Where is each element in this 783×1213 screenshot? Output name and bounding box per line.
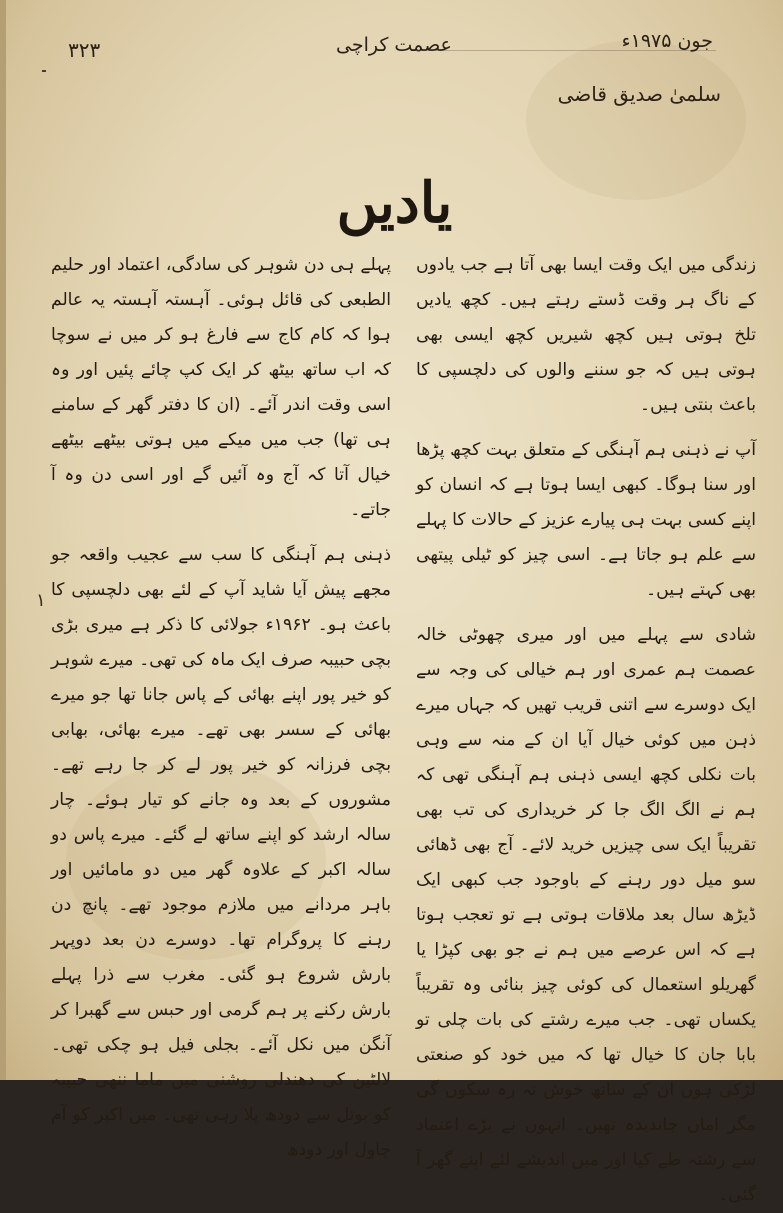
paragraph: شادی سے پہلے میں اور میری چھوٹی خالہ عصمت ہم عمری اور ہم خیالی کی وجہ سے ایک دوسرے سے اتنی قریب تھیں کہ جہاں میرے ذہن میں کوئی خیال آیا ان کے منہ سے وہی بات نکلی کچھ ایسی ذہنی ہم آہنگی تھی کہ ہم نے الگ الگ جا کر خریداری کی تب بھی تقریباً ایک سی چیزیں خرید لائے۔ آج بھی ڈھائی سو میل دور رہنے کے باوجود جب کبھی ایک ڈیڑھ سال بعد ملاقات ہوتی ہے تو تعجب ہوتا ہے کہ اس عرصے میں ہم نے جو بھی کپڑا یا گھریلو استعمال کی کوئی چیز بنائی وہ تقریباً یکساں تھی۔ جب میرے رشتے کی بات چلی تو بابا جان کا خیال تھا کہ میں خود کو صنعتی لڑکی ہوں ان کے ساتھ خوش نہ رہ سکوں گی مگر اماں جاندیدہ تھیں۔ انہوں نے بڑے اعتماد سے رشتہ طے کیا اور میں اندیشے لئے اپنے گھر آ گئی۔ <box>416 625 756 1205</box>
article-title: یادیں <box>336 170 453 236</box>
paragraph: ذہنی ہم آہنگی کا سب سے عجیب واقعہ جو مجھے پیش آیا شاید آپ کے لئے بھی دلچسپی کا باعث ہو۔ ۱۹۶۲ء جولائی کا ذکر ہے میری بڑی بچی حبیبہ صرف ایک ماہ کی تھی۔ میرے شوہر کو خیر پور اپنے بھائی کے پاس جانا تھا جو میرے بھائی کے سسر بھی تھے۔ میرے بھائی، بھابی بچی فرزانہ کو خیر پور لے کر جا رہے تھے۔ مشوروں کے بعد وہ جانے کو تیار ہوئے۔ چار سالہ ارشد کو اپنے ساتھ لے گئے۔ میرے پاس دو سالہ اکبر کے علاوہ گھر میں دو مامائیں اور باہر مردانے میں ملازم موجود تھے۔ پانچ دن رہنے کا پروگرام تھا۔ دوسرے دن بعد دوپہر بارش شروع ہو گئی۔ مغرب سے ذرا پہلے بارش رکنے پر ہم گرمی اور حبس سے گھبرا کر آنگن میں نکل آئے۔ بجلی فیل ہو چکی تھی۔ لالٹین کی دھندلی روشنی میں ماما ننھی حبیبہ کو بوتل سے دودھ پلا رہی تھی۔ میں اکبر کو آم چاول اور دودھ <box>51 545 391 1160</box>
column-right <box>416 248 756 1213</box>
author-name: سلمیٰ صدیق قاضی <box>557 82 721 106</box>
page-number: ۳۲۳ <box>68 38 101 62</box>
paragraph: پہلے ہی دن شوہر کی سادگی، اعتماد اور حلیم الطبعی کی قائل ہوئی۔ آہستہ آہستہ یہ عالم ہوا کہ کام کاج سے فارغ ہو کر میں نے سوچا کہ اب ساتھ بیٹھ کر ایک کپ چائے پئیں اور وہ اسی وقت اندر آئے۔ (ان کا دفتر گھر کے سامنے ہی تھا) جب میں میکے میں ہوتی بیٹھے بیٹھے خیال آتا کہ آج وہ آئیں گے اور اسی دن وہ آ جاتے۔ <box>51 255 391 520</box>
running-head: عصمت کراچی <box>336 34 452 56</box>
margin-mark: ۱ <box>36 590 46 611</box>
column-left <box>51 248 391 1168</box>
paragraph: آپ نے ذہنی ہم آہنگی کے متعلق بہت کچھ پڑھا اور سنا ہوگا۔ کبھی ایسا ہوتا ہے کہ انسان کو اپنے کسی بہت ہی پیارے عزیز کے حالات کا پہلے سے علم ہو جاتا ہے۔ اسی چیز کو ٹیلی پیتھی بھی کہتے ہیں۔ <box>416 440 756 600</box>
issue-date: جون ۱۹۷۵ء <box>621 30 713 52</box>
ink-mark <box>42 70 46 72</box>
paragraph: زندگی میں ایک وقت ایسا بھی آتا ہے جب یادوں کے ناگ ہر وقت ڈستے رہتے ہیں۔ کچھ یادیں تلخ ہوتی ہیں کچھ شیریں کچھ ایسی بھی ہوتی ہیں کہ جو سننے والوں کی دلچسپی کا باعث بنتی ہیں۔ <box>416 255 756 415</box>
page-header <box>36 28 753 68</box>
